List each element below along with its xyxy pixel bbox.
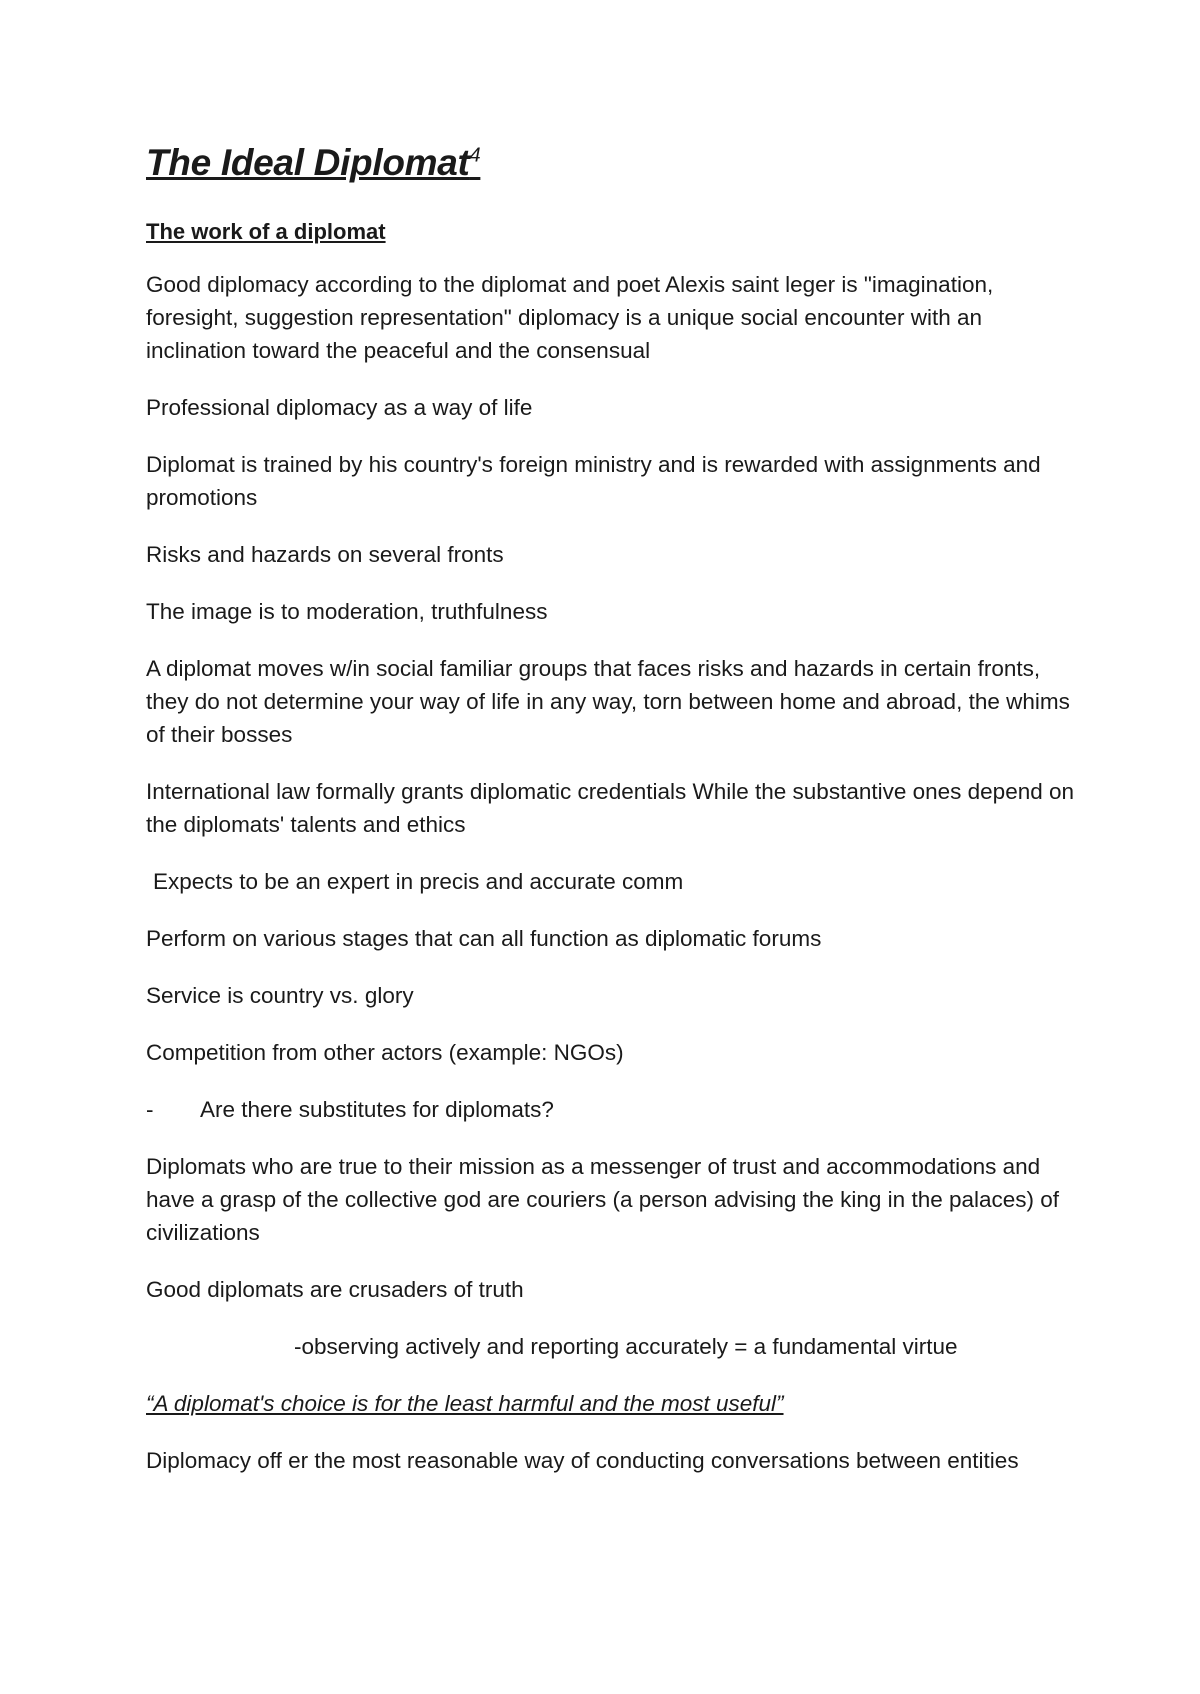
paragraph-expert: Expects to be an expert in precis and accurate comm (153, 869, 684, 894)
dash-list-item (146, 1093, 1076, 1126)
paragraph-international-law: International law formally grants diplomatic credentials While the substantive ones depend on the diplomats' talents and ethics (146, 779, 1075, 837)
document-body (146, 140, 1076, 1501)
paragraph-risks: Risks and hazards on several fronts (146, 542, 504, 567)
page-title (146, 140, 1076, 186)
quote-line: “A diplomat's choice is for the least harmful and the most useful” (146, 1391, 784, 1416)
paragraph-stages: Perform on various stages that can all function as diplomatic forums (146, 926, 822, 951)
paragraph-crusaders: Good diplomats are crusaders of truth (146, 1277, 524, 1302)
dash-item-text: Are there substitutes for diplomats? (200, 1097, 554, 1122)
title-text: The Ideal Diplomat (146, 142, 470, 183)
title-footnote-ref: 4 (469, 144, 481, 167)
paragraph-way-of-life: Professional diplomacy as a way of life (146, 395, 533, 420)
paragraph-competition: Competition from other actors (example: NGOs) (146, 1040, 624, 1065)
paragraph-mission: Diplomats who are true to their mission as a messenger of trust and accommodations and have a grasp of the collective god are couriers (a person advising the king in the palaces) of civilizations (146, 1154, 1060, 1245)
dash-marker: - (146, 1097, 154, 1122)
paragraph-service: Service is country vs. glory (146, 983, 414, 1008)
paragraph-image: The image is to moderation, truthfulness (146, 599, 548, 624)
paragraph-observing: -observing actively and reporting accurately = a fundamental virtue (294, 1334, 958, 1359)
paragraph-trained: Diplomat is trained by his country's foreign ministry and is rewarded with assignments and promotions (146, 452, 1041, 510)
paragraph-alexis-quote: Good diplomacy according to the diplomat and poet Alexis saint leger is "imagination, foresight, suggestion representation" diplomacy is a unique social encounter with an inclination toward the peaceful and the consensual (146, 272, 994, 363)
paragraph-closing: Diplomacy off er the most reasonable way of conducting conversations between entities (146, 1448, 1019, 1473)
paragraph-social-groups: A diplomat moves w/in social familiar groups that faces risks and hazards in certain fronts, they do not determine your way of life in any way, torn between home and abroad, the whims of their bosses (146, 656, 1070, 747)
section-heading: The work of a diplomat (146, 219, 386, 244)
